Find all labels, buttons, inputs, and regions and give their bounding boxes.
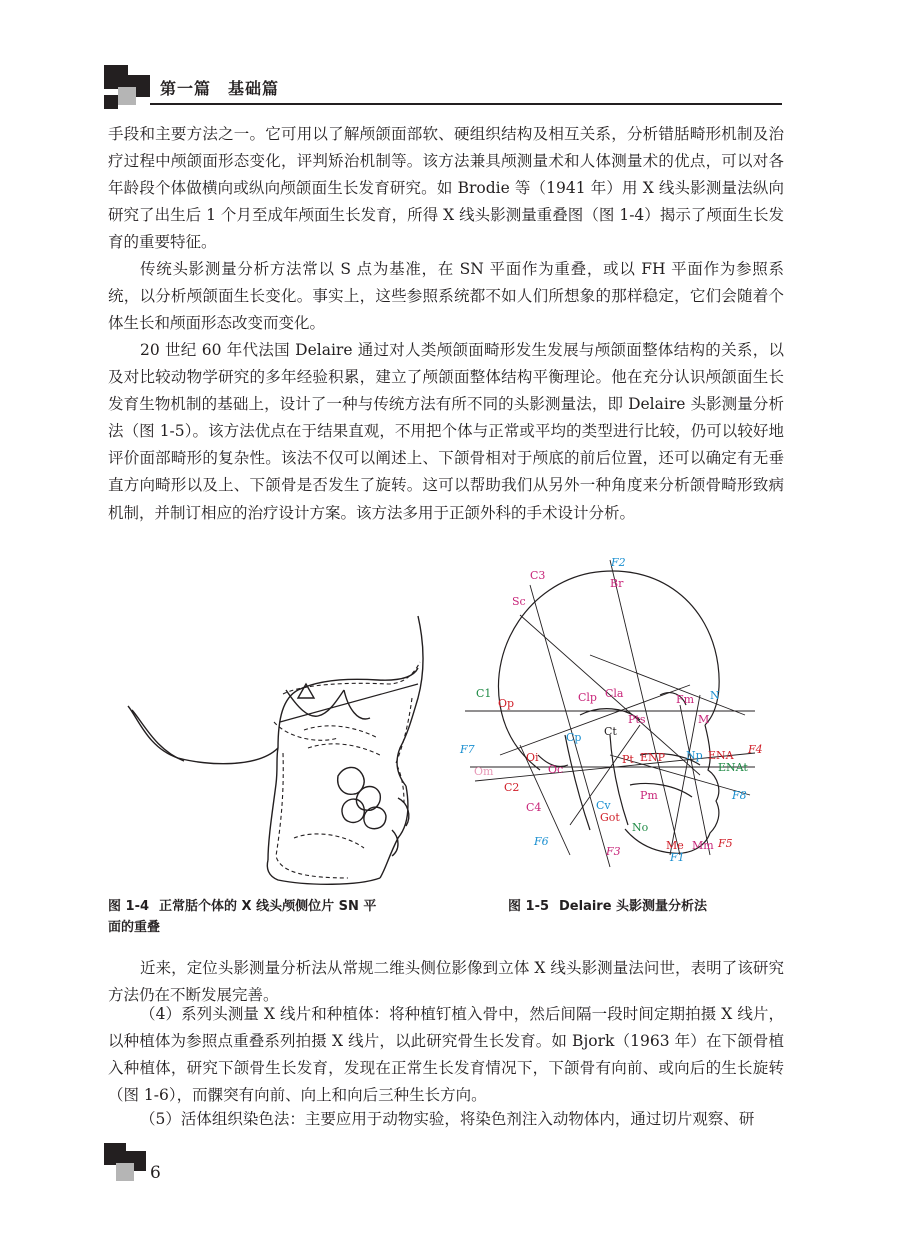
paragraph-5: （4）系列头测量 X 线片和种植体：将种植钉植入骨中，然后间隔一段时间定期拍摄 X 线片，以种植体为参照点重叠系列拍摄 X 线片，以此研究骨生长发育。如 Bjork（1963 年）在下颌骨植入种植体，研究下颌骨生长发育，发现在正常生长发育情况下，下颌骨有向前、或向后的生长旋转（图 1-6），而髁突有向前、向上和向后三种生长方向。 <box>108 1005 784 1105</box>
header-rule <box>150 103 782 105</box>
figure-1-5-caption <box>508 896 778 917</box>
label-Pts: Pts <box>628 713 646 726</box>
paragraph-6: （5）活体组织染色法：主要应用于动物实验，将染色剂注入动物体内，通过切片观察、研 <box>140 1110 755 1128</box>
label-F5: F5 <box>718 837 733 850</box>
label-Cla: Cla <box>605 687 624 700</box>
label-Cp: Cp <box>566 731 582 744</box>
label-Fm: Fm <box>676 693 695 706</box>
label-Om: Om <box>474 765 494 778</box>
label-ENAt: ENAt <box>718 761 748 774</box>
label-Br: Br <box>610 577 624 590</box>
label-Cv: Cv <box>596 799 611 812</box>
label-Sc: Sc <box>512 595 526 608</box>
paragraph-2: 传统头影测量分析方法常以 S 点为基准，在 SN 平面作为重叠，或以 FH 平面作为参照系统，以分析颅颌面生长变化。事实上，这些参照系统都不如人们所想象的那样稳定，它们会随着个体生长和颅面形态改变而变化。 <box>108 260 784 333</box>
section-header-title: 第一篇 基础篇 <box>160 79 280 98</box>
label-F8: F8 <box>732 789 747 802</box>
label-F4: F4 <box>748 743 763 756</box>
label-F6: F6 <box>534 835 549 848</box>
label-M: M <box>698 713 710 726</box>
header-corner-decoration <box>104 65 152 111</box>
label-F3: F3 <box>606 845 621 858</box>
footer-corner-decoration <box>104 1143 152 1187</box>
label-Got: Got <box>600 811 620 824</box>
label-N: N <box>710 689 720 702</box>
label-F1: F1 <box>670 851 685 864</box>
paragraph-3: 20 世纪 60 年代法国 Delaire 通过对人类颅颌面畸形发生发展与颅颌面整体结构的关系，以及对比较动物学研究的多年经验积累，建立了颅颌面整体结构平衡理论。他在充分认识颅颌面生长发育生物机制的基础上，设计了一种与传统方法有所不同的头影测量法，即 Delaire 头影测量分析法（图 1-5）。该方法优点在于结果直观，不用把个体与正常或平均的类型进行比较，仍可以较好地评价面部畸形的复杂性。该法不仅可以阐述上、下颌骨相对于颅底的前后位置，还可以确定有无垂直方向畸形以及上、下颌骨是否发生了旋转。这可以帮助我们从另外一种角度来分析颌骨畸形致病机制，并制订相应的治疗设计方案。该方法多用于正颌外科的手术设计分析。 <box>108 341 784 522</box>
figure-1-4-caption <box>108 896 438 938</box>
label-ENP: ENP <box>640 751 666 764</box>
figure-1-5-number: 图 1-5 <box>508 899 550 914</box>
label-Np: Np <box>686 749 703 762</box>
label-Oc: Oc <box>548 763 564 776</box>
label-C2: C2 <box>504 781 520 794</box>
label-Oi: Oi <box>526 751 539 764</box>
label-F2: F2 <box>611 556 626 569</box>
label-ENA: ENA <box>708 749 734 762</box>
label-Ct: Ct <box>604 725 617 738</box>
label-Me: Me <box>666 839 684 852</box>
label-Pt: Pt <box>622 753 634 766</box>
label-Pm: Pm <box>640 789 658 802</box>
label-C1: C1 <box>476 687 492 700</box>
label-Clp: Clp <box>578 691 597 704</box>
figure-1-4-caption-line2: 面的重叠 <box>108 920 161 935</box>
label-Op: Op <box>498 697 515 710</box>
label-Mm: Mm <box>692 839 714 852</box>
label-C3: C3 <box>530 569 546 582</box>
figure-1-5-caption-text: Delaire 头影测量分析法 <box>559 899 708 914</box>
figure-1-4-drawing <box>108 598 448 890</box>
label-F7: F7 <box>460 743 475 756</box>
paragraph-4: 近来，定位头影测量分析法从常规二维头侧位影像到立体 X 线头影测量法问世，表明了该研究方法仍在不断发展完善。 <box>108 959 784 1005</box>
figure-1-4-number: 图 1-4 <box>108 899 150 914</box>
figure-1-5-drawing <box>460 555 763 870</box>
paragraph-1: 手段和主要方法之一。它可用以了解颅颌面部软、硬组织结构及相互关系，分析错䏦畸形机制及治疗过程中颅颌面形态变化，评判矫治机制等。该方法兼具颅测量术和人体测量术的优点，可以对各年龄段个体做横向或纵向颅颌面生长发育研究。如 Brodie 等（1941 年）用 X 线头影测量法纵向研究了出生后 1 个月至成年颅面生长发育，所得 X 线头影测量重叠图（图 1-4）揭示了颅面生长发育的重要特征。 <box>108 125 784 252</box>
label-C4: C4 <box>526 801 542 814</box>
figure-1-4-caption-line1: 正常䏦个体的 X 线头颅侧位片 SN 平 <box>159 899 377 914</box>
label-No: No <box>632 821 649 834</box>
page-number: 6 <box>150 1163 161 1183</box>
